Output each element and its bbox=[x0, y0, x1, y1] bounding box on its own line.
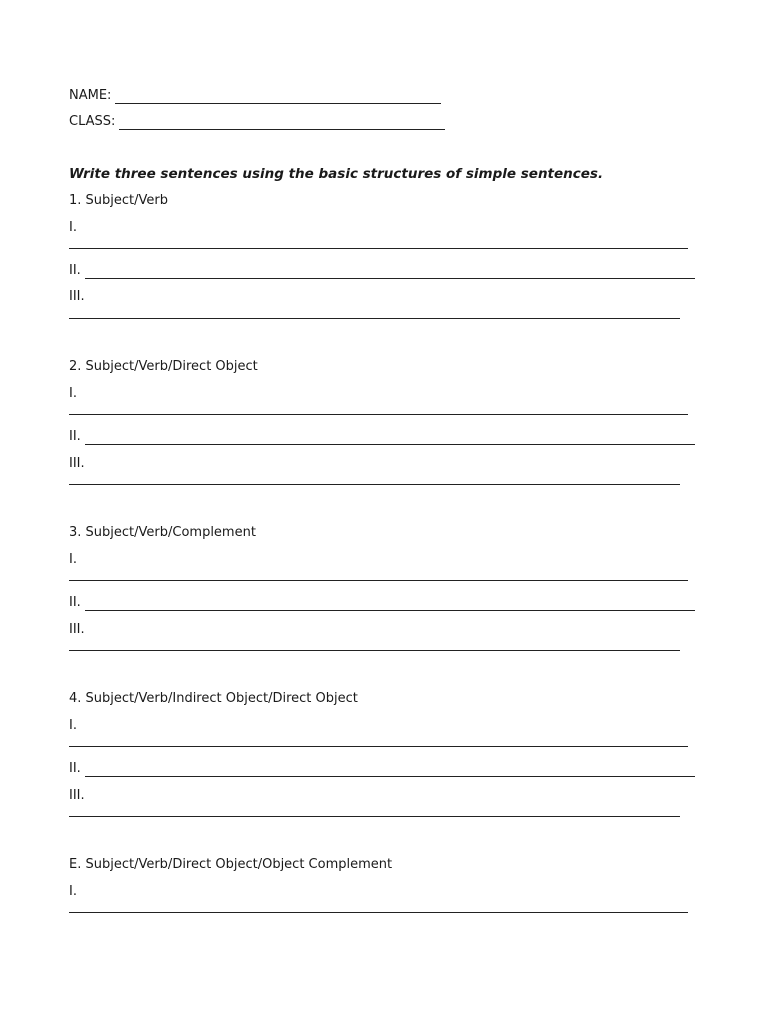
item-label: I. bbox=[69, 386, 77, 401]
item-label: II. bbox=[69, 429, 81, 444]
item-label: I. bbox=[69, 718, 77, 733]
answer-line[interactable] bbox=[69, 638, 680, 651]
item-label: I. bbox=[69, 884, 77, 899]
class-field-row bbox=[69, 114, 445, 130]
section-title: 4. Subject/Verb/Indirect Object/Direct Object bbox=[69, 691, 358, 706]
answer-line[interactable] bbox=[85, 432, 695, 445]
answer-row bbox=[69, 429, 695, 445]
answer-row bbox=[69, 595, 695, 611]
item-label: III. bbox=[69, 456, 85, 471]
item-label: II. bbox=[69, 263, 81, 278]
item-label: II. bbox=[69, 761, 81, 776]
answer-line[interactable] bbox=[69, 472, 680, 485]
item-label: II. bbox=[69, 595, 81, 610]
answer-line[interactable] bbox=[69, 568, 688, 581]
answer-line[interactable] bbox=[69, 236, 688, 249]
answer-line[interactable] bbox=[85, 266, 695, 279]
answer-line[interactable] bbox=[85, 764, 695, 777]
name-blank-line[interactable] bbox=[115, 91, 441, 104]
section-title: 3. Subject/Verb/Complement bbox=[69, 525, 256, 540]
answer-line[interactable] bbox=[69, 804, 680, 817]
class-blank-line[interactable] bbox=[119, 117, 445, 130]
answer-line[interactable] bbox=[69, 402, 688, 415]
answer-line[interactable] bbox=[85, 598, 695, 611]
section-title: 1. Subject/Verb bbox=[69, 193, 168, 208]
item-label: I. bbox=[69, 552, 77, 567]
section-title: 2. Subject/Verb/Direct Object bbox=[69, 359, 258, 374]
answer-line[interactable] bbox=[69, 306, 680, 319]
answer-row bbox=[69, 761, 695, 777]
answer-row bbox=[69, 263, 695, 279]
item-label: I. bbox=[69, 220, 77, 235]
section-title: E. Subject/Verb/Direct Object/Object Complement bbox=[69, 857, 393, 872]
name-field-row bbox=[69, 88, 441, 104]
class-label: CLASS: bbox=[69, 114, 116, 129]
name-label: NAME: bbox=[69, 88, 112, 103]
item-label: III. bbox=[69, 788, 85, 803]
item-label: III. bbox=[69, 622, 85, 637]
answer-line[interactable] bbox=[69, 900, 688, 913]
answer-line[interactable] bbox=[69, 734, 688, 747]
item-label: III. bbox=[69, 289, 85, 304]
instruction-text: Write three sentences using the basic structures of simple sentences. bbox=[69, 166, 604, 182]
